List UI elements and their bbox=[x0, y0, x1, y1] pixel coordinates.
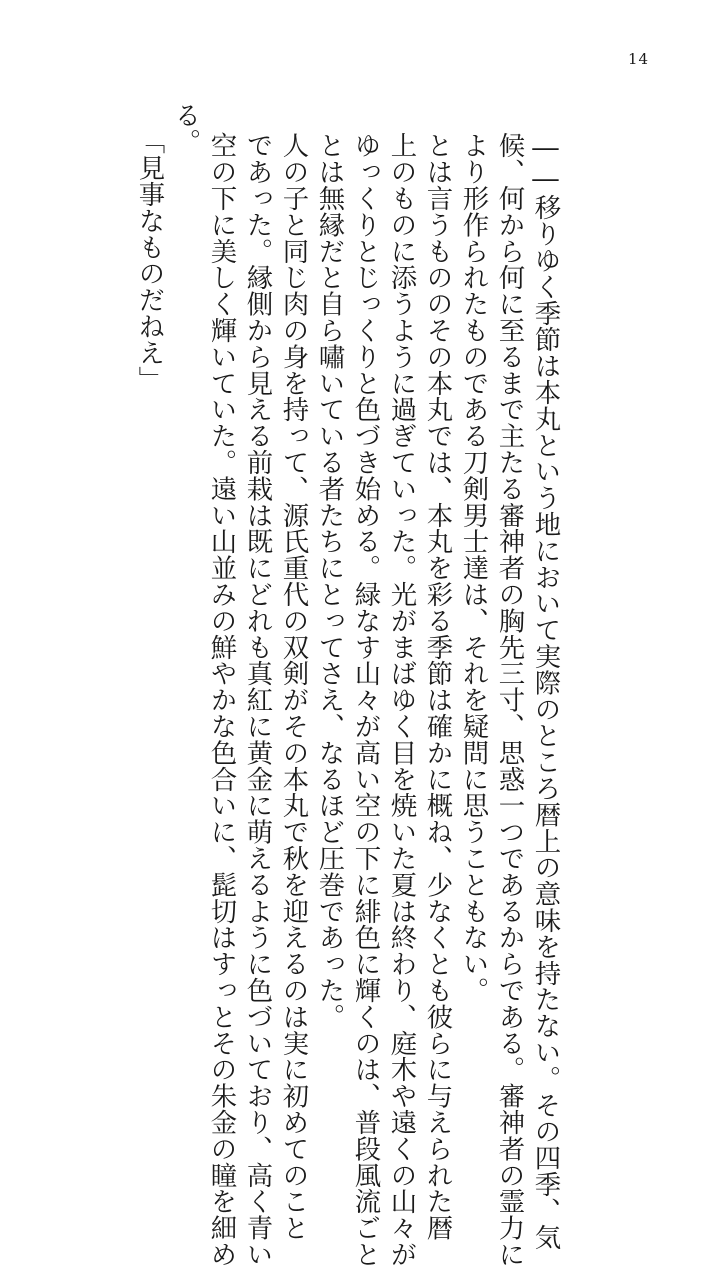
text-line-3: より形作られたものである刀剣男士達は、それを疑問に思うこともない。 bbox=[458, 132, 489, 1004]
text-line-6: ゆっくりとじっくりと色づき始める。緑なす山々が高い空の下に緋色に輝くのは、普段風流ごと bbox=[350, 132, 381, 1267]
text-line-8: 人の子と同じ肉の身を持って、源氏重代の双剣がその本丸で秋を迎えるのは実に初めてのこと bbox=[278, 132, 309, 1241]
text-line-4: とは言うもののその本丸では、本丸を彩る季節は確かに概ね、少なくとも彼らに与えられた暦 bbox=[422, 132, 453, 1241]
text-line-7: とは無縁だと自ら嘯いている者たちにとってさえ、なるほど圧巻であった。 bbox=[314, 132, 345, 1030]
text-line-9: であった。縁側から見える前栽は既にどれも真紅に黄金に萌えるように色づいており、高く青い bbox=[242, 132, 273, 1267]
text-line-2: 候、何から何に至るまで主たる審神者の胸先三寸、思惑一つであるからである。審神者の霊力に bbox=[494, 132, 525, 1267]
text-line-5: 上のものに添うように過ぎていった。光がまばゆく目を焼いた夏は終わり、庭木や遠くの山々が bbox=[386, 132, 417, 1267]
text-line-10: 空の下に美しく輝いていた。遠い山並みの鮮やかな色合いに、髭切はすっとその朱金の瞳を細め bbox=[206, 132, 237, 1267]
vertical-text-body bbox=[134, 102, 561, 1267]
text-line-11: る。 bbox=[170, 102, 201, 155]
text-line-1: ――移りゆく季節は本丸という地において実際のところ暦上の意味を持たない。その四季、気 bbox=[530, 132, 561, 1250]
page-number: 14 bbox=[628, 50, 650, 68]
text-line-12: 「見事なものだねえ」 bbox=[134, 128, 165, 392]
